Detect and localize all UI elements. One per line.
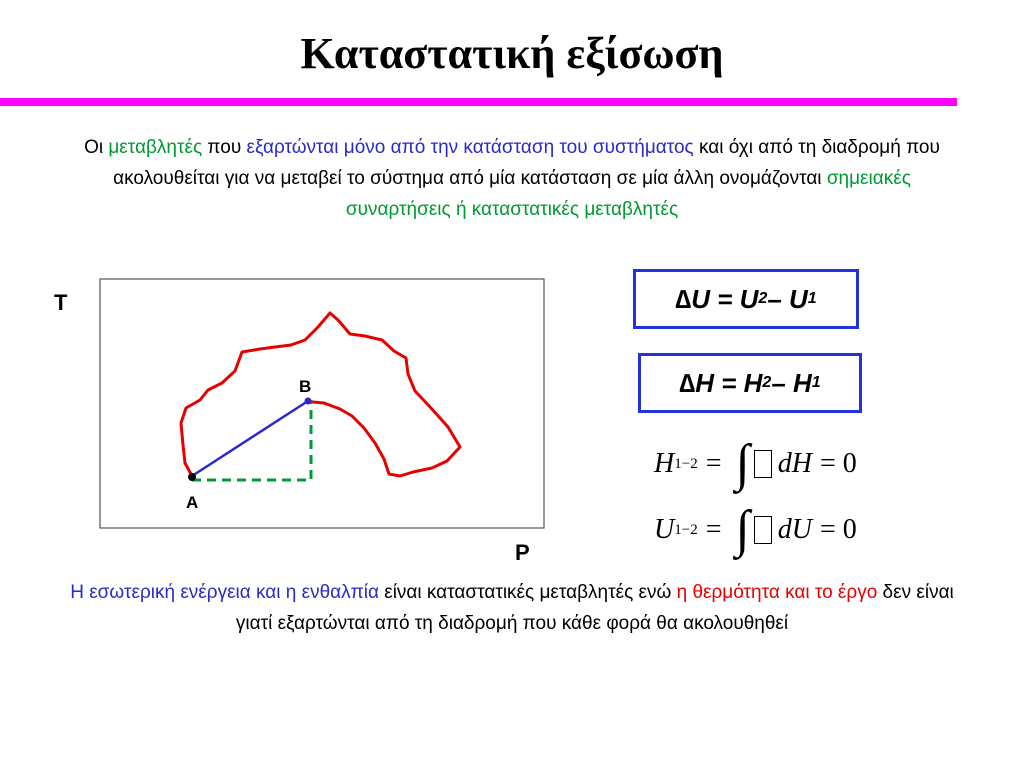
eq-subscript: 1 xyxy=(807,290,817,307)
integral-sign-icon: ∫ xyxy=(735,435,750,492)
integral-placeholder-box xyxy=(754,516,772,544)
intro-term-state-dependent: εξαρτώνται μόνο από την κατάσταση του συστήματος xyxy=(246,137,694,158)
conclusion-text-1: είναι καταστατικές μεταβλητές ενώ xyxy=(378,582,677,603)
delta-h-equation xyxy=(638,353,862,413)
intro-term-variables: μεταβλητές xyxy=(108,137,203,158)
integral-u-equation xyxy=(654,501,857,558)
point-b-label: B xyxy=(299,377,312,396)
delta-u-equation xyxy=(633,269,859,329)
eq-subscript: 1 xyxy=(811,374,821,391)
delta-symbol: ∆ xyxy=(679,367,696,398)
eq-text: – U xyxy=(767,283,808,314)
eq-result: = 0 xyxy=(819,448,857,479)
integral-sign-icon: ∫ xyxy=(735,501,750,558)
point-a-dot xyxy=(188,473,196,481)
intro-term-state-functions: σημειακές συναρτήσεις ή καταστατικές μεταβλητές xyxy=(345,168,911,220)
eq-subscript: 2 xyxy=(762,374,772,391)
delta-symbol: ∆ xyxy=(675,283,692,314)
eq-result: = 0 xyxy=(819,514,857,545)
eq-text: – H xyxy=(771,367,812,398)
integral-placeholder-box xyxy=(754,450,772,478)
eq-variable: H xyxy=(654,448,675,479)
conclusion-term-energy-enthalpy: Η εσωτερική ενέργεια και η ενθαλπία xyxy=(70,582,379,603)
axis-label-p: P xyxy=(515,540,530,565)
eq-variable: U xyxy=(654,514,675,545)
eq-subscript: 2 xyxy=(758,290,768,307)
blue-path xyxy=(192,401,308,476)
eq-differential: dH xyxy=(777,448,812,479)
eq-text: U = U xyxy=(691,283,759,314)
point-a-label: A xyxy=(186,493,199,512)
intro-text-2: που xyxy=(202,137,247,158)
eq-subscript: 1−2 xyxy=(674,455,698,472)
red-path xyxy=(181,313,460,476)
integral-h-equation xyxy=(654,435,857,492)
eq-equals: = xyxy=(705,448,722,479)
axis-label-t: T xyxy=(54,290,68,315)
slide-title: Καταστατική εξίσωση xyxy=(300,29,724,78)
eq-differential: dU xyxy=(777,514,812,545)
point-b-dot xyxy=(305,398,312,405)
eq-text: H = H xyxy=(695,367,763,398)
intro-text-3: και όχι από τη διαδρομή που ακολουθείται για να μεταβεί το σύστημα από μία κατάσταση σε μία άλλη ονομάζονται xyxy=(113,137,940,189)
conclusion-paragraph xyxy=(60,577,964,639)
conclusion-text-2: δεν είναι γιατί εξαρτώνται από τη διαδρομή που κάθε φορά θα ακολουθηθεί xyxy=(235,582,954,634)
conclusion-term-heat-work: η θερμότητα και το έργο xyxy=(676,582,878,603)
intro-text-1: Οι xyxy=(84,137,109,158)
eq-equals: = xyxy=(705,514,722,545)
green-dashed-path xyxy=(192,401,311,480)
eq-subscript: 1−2 xyxy=(674,521,698,538)
